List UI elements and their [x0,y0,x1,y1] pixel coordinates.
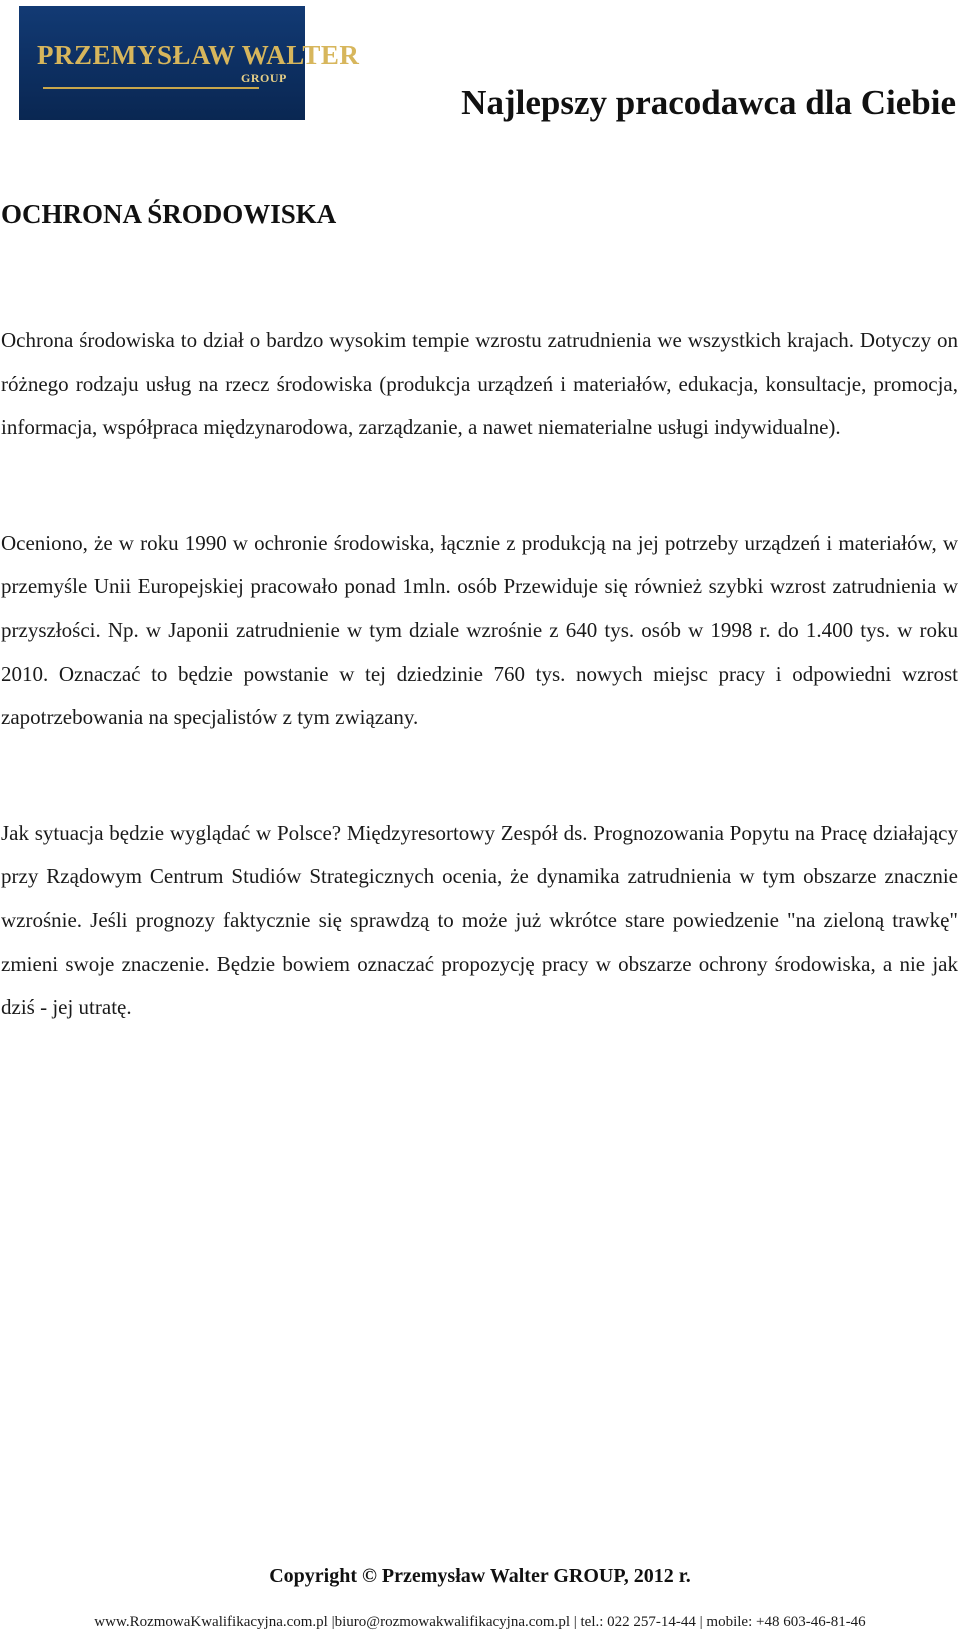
logo-divider [43,87,259,89]
logo-company-name: PRZEMYSŁAW WALTER [37,40,360,70]
footer-copyright: Copyright © Przemysław Walter GROUP, 2012 r. [269,1565,691,1587]
section-heading: OCHRONA ŚRODOWISKA [1,199,337,229]
article-body [1,319,958,1030]
paragraph-statistics: Oceniono, że w roku 1990 w ochronie środowiska, łącznie z produkcją na jej potrzeby urządzeń i materiałów, w przemyśle Unii Europejskiej pracowało ponad 1mln. osób Przewiduje się również szybki wzrost zatrudnienia w przyszłości. Np. w Japonii zatrudnienie w tym dziale wzrośnie z 640 tys. osób w 1998 r. do 1.400 tys. w roku 2010. Oznaczać to będzie powstanie w tej dziedzinie 760 tys. nowych miejsc pracy i odpowiedni wzrost zapotrzebowania na specjalistów z tym związany. [1,530,958,730]
logo-group-label: GROUP [241,71,287,85]
company-logo [19,6,360,120]
paragraph-intro: Ochrona środowiska to dział o bardzo wysokim tempie wzrostu zatrudnienia we wszystkich krajach. Dotyczy on różnego rodzaju usług na rzecz środowiska (produkcja urządzeń i materiałów, edukacja, konsultacje, promocja, informacja, współpraca międzynarodowa, zarządzanie, a nawet niematerialne usługi indywidualne). [1,328,958,440]
paragraph-poland: Jak sytuacja będzie wyglądać w Polsce? Międzyresortowy Zespół ds. Prognozowania Popytu na Pracę działający przy Rządowym Centrum Studiów Strategicznych ocenia, że dynamika zatrudnienia w tym obszarze znacznie wzrośnie. Jeśli prognozy faktycznie się sprawdzą to może już wkrótce stare powiedzenie "na zieloną trawkę" zmieni swoje znaczenie. Będzie bowiem oznaczać propozycję pracy w obszarze ochrony środowiska, a nie jak dziś - jej utratę. [1,820,958,1020]
footer-contact: www.RozmowaKwalifikacyjna.com.pl |biuro@rozmowakwalifikacyjna.com.pl | tel.: 022 257-14-44 | mobile: +48 603-46-81-46 [94,1614,866,1630]
header-title: Najlepszy pracodawca dla Ciebie [461,83,956,122]
